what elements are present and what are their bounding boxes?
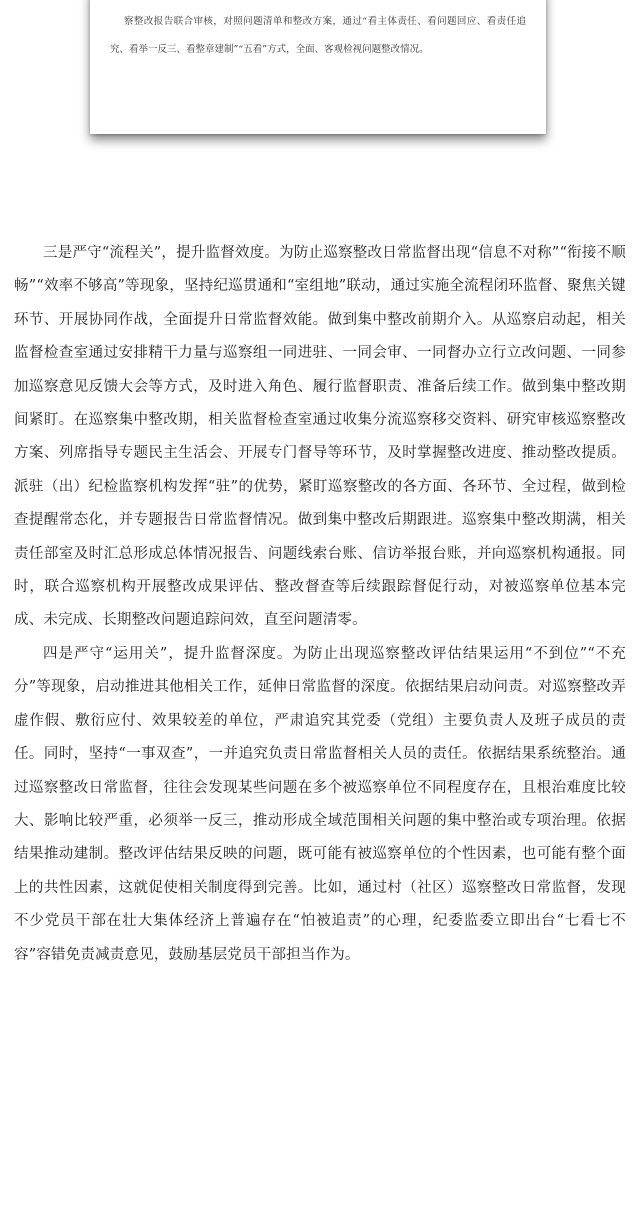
excerpt-text: 察整改报告联合审核，对照问题清单和整改方案，通过“看主体责任、看问题回应、看责任追究、看举一反三、看整章建制”“五看”方式，全面、客观检视问题整改情况。 [110,16,526,55]
paragraph-process: 三是严守“流程关”，提升监督效度。为防止巡察整改日常监督出现“信息不对称”“衔接不顺畅”“效率不够高”等现象，坚持纪巡贯通和“室组地”联动，通过实施全流程闭环监督、聚焦关键环节、开展协同作战，全面提升日常监督效能。做到集中整改前期介入。从巡察启动起，相关监督检查室通过安排精干力量与巡察组一同进驻、一同会审、一同督办立行立改问题、一同参加巡察意见反馈大会等方式，及时进入角色、履行监督职责、准备后续工作。做到集中整改期间紧盯。在巡察集中整改期，相关监督检查室通过收集分流巡察移交资料、研究审核巡察整改方案、列席指导专题民主生活会、开展专门督导等环节，及时掌握整改进度、推动整改提质。派驻（出）纪检监察机构发挥“驻”的优势，紧盯巡察整改的各方面、各环节、全过程，做到检查提醒常态化，并专题报告日常监督情况。做到集中整改后期跟进。巡察集中整改期满，相关责任部室及时汇总形成总体情况报告、问题线索台账、信访举报台账，并向巡察机构通报。同时，联合巡察机构开展整改成果评估、整改督查等后续跟踪督促行动，对被巡察单位基本完成、未完成、长期整改问题追踪问效，直至问题清零。 [14,245,626,629]
paragraph-application: 四是严守“运用关”，提升监督深度。为防止出现巡察整改评估结果运用“不到位”“不充分”等现象，启动推进其他相关工作，延伸日常监督的深度。依据结果启动问责。对巡察整改弄虚作假、敷衍应付、效果较差的单位，严肃追究其党委（党组）主要负责人及班子成员的责任。同时，坚持“一事双查”，一并追究负责日常监督相关人员的责任。依据结果系统整治。通过巡察整改日常监督，往往会发现某些问题在多个被巡察单位不同程度存在，且根治难度比较大、影响比较严重，必须举一反三，推动形成全域范围相关问题的集中整治或专项治理。依据结果推动建制。整改评估结果反映的问题，既可能有被巡察单位的个性因素，也可能有整个面上的共性因素，这就促使相关制度得到完善。比如，通过村（社区）巡察整改日常监督，发现不少党员干部在壮大集体经济上普遍存在“怕被追责”的心理，纪委监委立即出台“七看七不容”容错免责减责意见，鼓励基层党员干部担当作为。 [14,645,626,963]
excerpt-card [90,0,546,134]
article-body [14,237,626,972]
